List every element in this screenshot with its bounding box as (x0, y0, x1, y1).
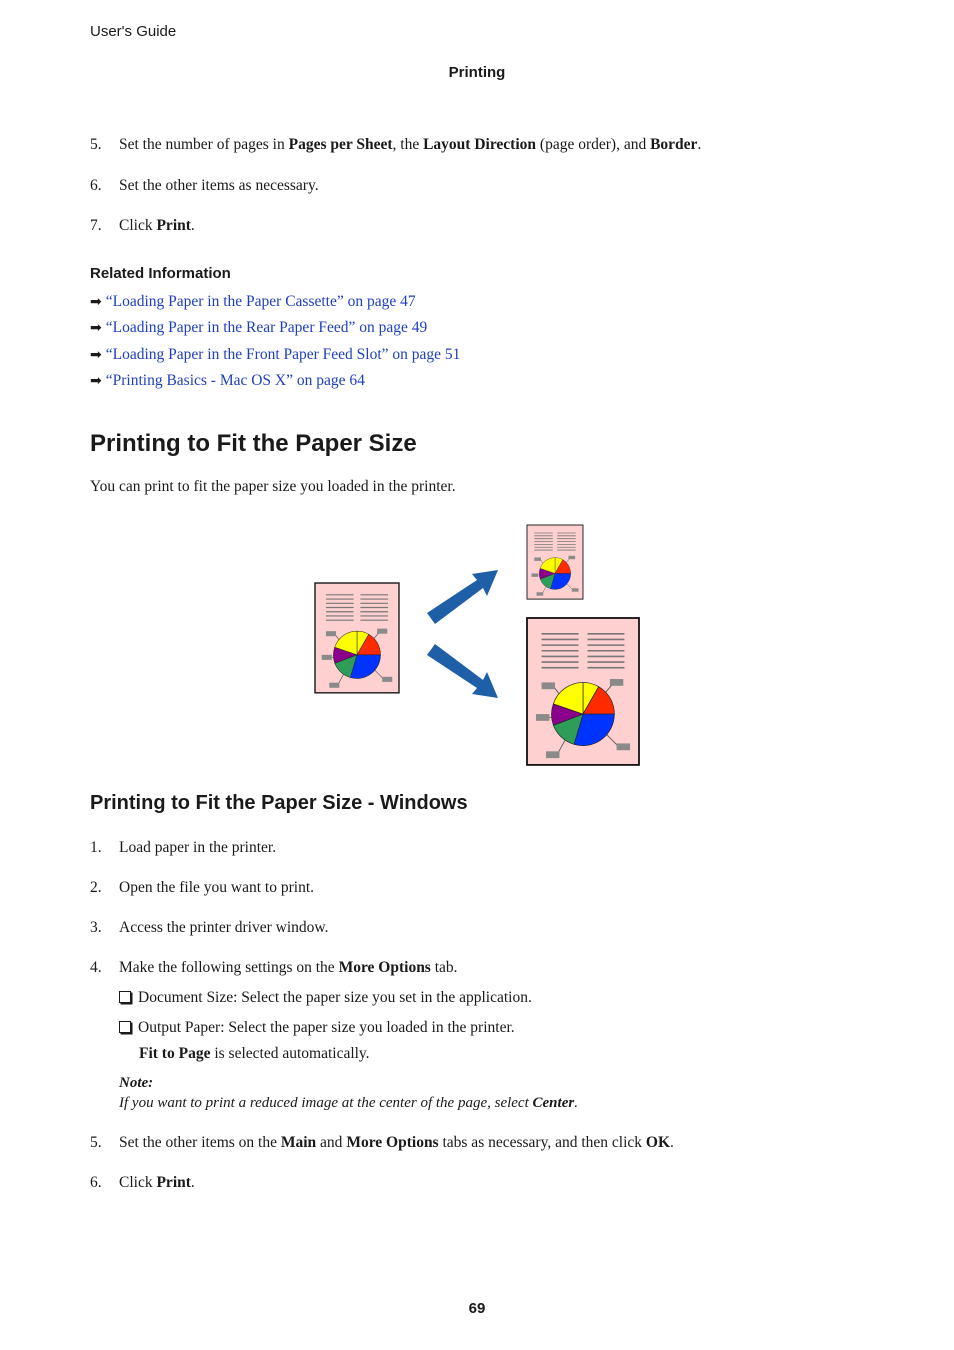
text-run: . (670, 1134, 674, 1151)
step-item (90, 176, 319, 196)
bullet-document-size: Document Size: Select the paper size you set in the application. (119, 988, 532, 1008)
text-run: tabs as necessary, and then click (438, 1134, 646, 1151)
text-run: Click (119, 217, 157, 234)
arrow-right-icon: ➡ (90, 348, 102, 363)
step-item (90, 216, 195, 236)
arrow-down-right-icon (427, 644, 498, 698)
bold-term: More Options (338, 959, 431, 976)
text-run: (page order), and (536, 136, 651, 153)
step-number: 5. (90, 136, 102, 153)
step-number: 4. (90, 959, 102, 976)
related-link-paper-cassette[interactable]: “Loading Paper in the Paper Cassette” on page 47 (105, 293, 416, 310)
text-run: . (697, 136, 702, 153)
text-run: Make the following settings on the (119, 959, 339, 976)
bold-term: Layout Direction (423, 136, 537, 153)
related-info-heading: Related Information (90, 265, 231, 282)
bold-term: Main (280, 1134, 317, 1151)
step-number: 5. (90, 1134, 102, 1151)
related-link-front-paper-feed[interactable]: “Loading Paper in the Front Paper Feed Slot” on page 51 (105, 346, 461, 363)
related-link-row (90, 371, 365, 392)
step-item (90, 958, 458, 978)
bold-term: Print (156, 1174, 191, 1191)
step-number: 2. (90, 879, 102, 896)
step-item (90, 918, 328, 938)
bold-term: Print (156, 217, 191, 234)
subsection-title: Printing to Fit the Paper Size - Windows (90, 792, 468, 814)
step-number: 7. (90, 217, 102, 234)
text-run: and (316, 1134, 347, 1151)
text-run: Open the file you want to print. (119, 879, 314, 896)
step-number: 6. (90, 177, 102, 194)
text-run: Set the number of pages in (119, 136, 289, 153)
text-run: Access the printer driver window. (119, 919, 329, 936)
enlarged-page-illustration (527, 618, 639, 765)
step-item (90, 135, 701, 155)
text-run: Set the other items as necessary. (119, 177, 319, 194)
guide-title: User's Guide (90, 23, 177, 40)
text-run: Load paper in the printer. (119, 839, 277, 856)
note-label: Note: (119, 1075, 154, 1091)
bold-term: Border (650, 136, 698, 153)
bold-term: Pages per Sheet (288, 136, 393, 153)
checkbox-bullet-icon (119, 1021, 131, 1033)
fit-to-page-note (139, 1044, 370, 1064)
section-title: Printing to Fit the Paper Size (90, 430, 417, 457)
text-run: , the (392, 136, 424, 153)
bold-term: Center (532, 1095, 575, 1111)
step-item (90, 1133, 674, 1153)
section-intro: You can print to fit the paper size you loaded in the printer. (90, 478, 456, 495)
related-link-row (90, 345, 460, 366)
bold-term: Fit to Page (139, 1045, 211, 1062)
bold-term: OK (645, 1134, 671, 1151)
text-run: Click (119, 1174, 157, 1191)
step-item (90, 838, 276, 858)
arrow-up-right-icon (427, 570, 498, 624)
text-run: . (574, 1095, 578, 1111)
bold-term: More Options (346, 1134, 439, 1151)
text-run: If you want to print a reduced image at the center of the page, select (119, 1095, 533, 1111)
arrow-right-icon: ➡ (90, 295, 102, 310)
reduced-page-illustration (527, 525, 583, 599)
text-run: is selected automatically. (210, 1045, 370, 1062)
section-header: Printing (448, 64, 506, 81)
arrow-right-icon: ➡ (90, 374, 102, 389)
step-item (90, 878, 314, 898)
bullet-output-paper: Output Paper: Select the paper size you loaded in the printer. (119, 1018, 515, 1038)
page-number: 69 (468, 1300, 486, 1317)
checkbox-bullet-icon (119, 991, 131, 1003)
text-run: Set the other items on the (119, 1134, 281, 1151)
related-link-printing-basics-mac[interactable]: “Printing Basics - Mac OS X” on page 64 (105, 372, 365, 389)
related-link-row (90, 318, 427, 339)
step-number: 6. (90, 1174, 102, 1191)
related-link-row (90, 292, 416, 313)
related-link-rear-paper-feed[interactable]: “Loading Paper in the Rear Paper Feed” on page 49 (105, 319, 428, 336)
step-number: 3. (90, 919, 102, 936)
note-text (119, 1095, 578, 1112)
fit-to-page-illustration (300, 515, 660, 775)
step-item (90, 1173, 195, 1193)
text-run: . (190, 1174, 195, 1191)
original-page-illustration (315, 583, 399, 693)
step-number: 1. (90, 839, 102, 856)
text-run: . (190, 217, 195, 234)
text-run: tab. (430, 959, 458, 976)
arrow-right-icon: ➡ (90, 321, 102, 336)
